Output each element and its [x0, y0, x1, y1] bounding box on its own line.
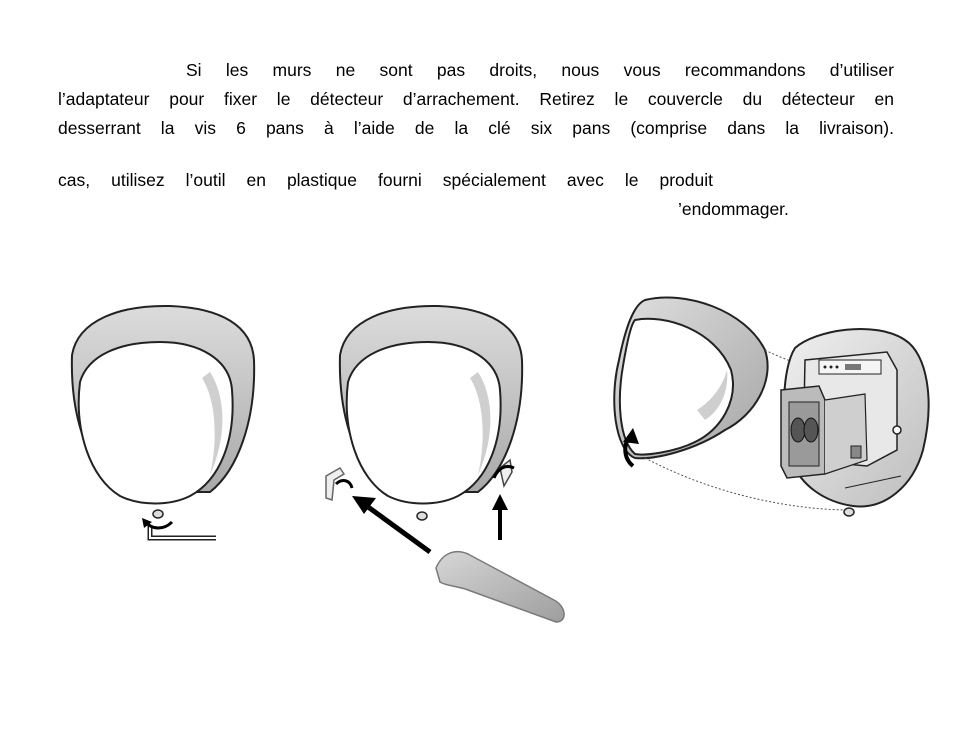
paragraph-2-line-2: ’endommager. [678, 199, 789, 219]
instruction-paragraph-2 [58, 166, 894, 219]
detector-lens-shape [79, 342, 233, 504]
screw-shape [417, 512, 427, 520]
plastic-tool-shape [436, 552, 564, 622]
detector-lens-shape [347, 342, 501, 504]
ghost-tool-shape [326, 468, 344, 500]
paragraph-1-line-1-text: Si les murs ne sont pas droits, nous vous recommandons d’utiliser [186, 60, 894, 80]
detector-cover-with-hex-key-icon [60, 300, 260, 545]
arrow-to-ghost-tool-icon [364, 504, 430, 552]
paragraph-1-line-3: desserrant la vis 6 pans à l’aide de la clé six pans (comprise dans la livraison). [58, 118, 894, 138]
paragraph-2-line-1: cas, utilisez l’outil en plastique fourni spécialement avec le produit [58, 170, 713, 190]
screw-shape [153, 510, 163, 518]
screw-shape [844, 508, 854, 516]
paragraph-1-line-2: l’adaptateur pour fixer le détecteur d’arrachement. Retirez le couvercle du détecteur en [58, 89, 894, 109]
detector-cover-with-plastic-tool-icon [318, 300, 578, 630]
instruction-paragraph-1 [58, 56, 894, 143]
paragraph-1-line-1 [58, 56, 894, 85]
detector-opened-cover-icon [605, 290, 940, 525]
